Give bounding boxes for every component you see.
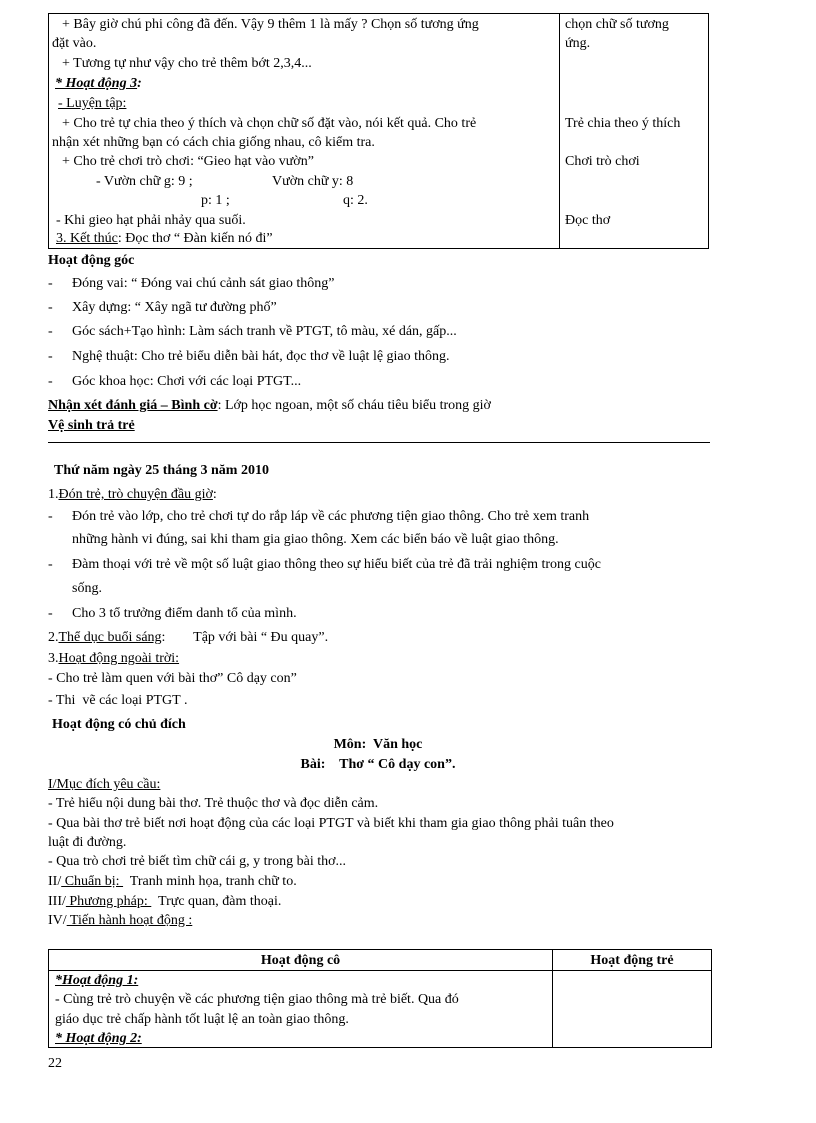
text-line: ứng.	[565, 36, 591, 51]
text-line: chọn chữ số tương	[565, 17, 669, 32]
text-line: Trẻ chia theo ý thích	[565, 116, 681, 131]
list-bullet: -	[48, 300, 53, 315]
ve-sinh-label: Vệ sinh trả trẻ	[48, 418, 135, 433]
lesson-line: Bài: Thơ “ Cô dạy con”.	[300, 757, 456, 772]
luyen-tap-label: - Luyện tập:	[58, 96, 127, 111]
phuong-phap-text: Trực quan, đàm thoại.	[151, 894, 282, 909]
text-line: luật đi đường.	[48, 835, 127, 850]
text-line: - Trẻ hiểu nội dung bài thơ. Trẻ thuộc thơ và đọc diễn cảm.	[48, 796, 379, 811]
list-item: Cho 3 tổ trưởng điểm danh tổ của mình.	[72, 606, 297, 621]
list-bullet: -	[48, 374, 53, 389]
s2-label: Thể dục buổi sáng	[58, 630, 162, 645]
subject-line: Môn: Văn học	[333, 737, 423, 752]
list-item: Đàm thoại với trẻ về một số luật giao thông theo sự hiểu biết của trẻ đã trải nghiệm trong cuộc	[72, 557, 601, 572]
nhan-xet-text: : Lớp học ngoan, một số cháu tiêu biểu trong giờ	[217, 398, 491, 413]
activity-1-label: *Hoạt động 1:	[55, 973, 139, 988]
list-bullet: -	[48, 606, 53, 621]
nhan-xet-label: Nhận xét đánh giá – Bình cờ	[48, 398, 218, 413]
chuan-bi-line	[48, 873, 297, 891]
s3-label: Hoạt động ngoài trời:	[58, 651, 180, 666]
header-hoat-dong-tre: Hoạt động trẻ	[590, 953, 674, 968]
goc-title: Hoạt động góc	[48, 253, 135, 268]
s2-heading	[48, 629, 328, 647]
text-line: giáo dục trẻ chấp hành tốt luật lệ an toàn giao thông.	[55, 1012, 349, 1027]
nhan-xet-line	[48, 397, 491, 415]
ket-thuc-label: 3. Kết thúc	[56, 231, 118, 246]
chuan-bi-text: Tranh minh họa, tranh chữ to.	[123, 874, 297, 889]
s2-text: : Tập với bài “ Đu quay”.	[161, 630, 329, 645]
phuong-phap-line	[48, 893, 281, 911]
ket-thuc-line	[56, 230, 273, 248]
list-item: - Cho trẻ làm quen với bài thơ” Cô dạy con”	[48, 671, 297, 686]
text-line: - Khi gieo hạt phải nhảy qua suối.	[56, 213, 246, 228]
list-bullet: -	[48, 509, 53, 524]
s1-num: 1.	[48, 487, 59, 502]
text-line: nhận xét những bạn có cách chia giống nhau, cô kiểm tra.	[52, 135, 375, 150]
text-line: Đọc thơ	[565, 213, 611, 228]
text-line: Vườn chữ y: 8	[272, 174, 354, 189]
activity-heading	[55, 75, 142, 93]
list-item: những hành vi đúng, sai khi tham gia giao thông. Xem các biển báo về luật giao thông.	[72, 532, 559, 547]
s1-label: Đón trẻ, trò chuyện đầu giờ	[58, 487, 213, 502]
text-line: p: 1 ;	[201, 193, 230, 208]
text-line: q: 2.	[343, 193, 368, 208]
page-number: 22	[48, 1056, 62, 1071]
text-line: đặt vào.	[52, 36, 97, 51]
text-line: - Vườn chữ g: 9 ;	[96, 174, 193, 189]
tien-hanh-label: Tiến hành hoạt động :	[66, 913, 193, 928]
s3-num: 3.	[48, 651, 59, 666]
s2-num: 2.	[48, 630, 59, 645]
list-item: Đón trẻ vào lớp, cho trẻ chơi tự do rắp láp về các phương tiện giao thông. Cho trẻ xem tranh	[72, 509, 590, 524]
list-item: - Thi vẽ các loại PTGT .	[48, 693, 188, 708]
text-line: - Qua bài thơ trẻ biết nơi hoạt động của các loại PTGT và biết khi tham gia giao thông phải tuân theo	[48, 816, 614, 831]
activity-3-colon: :	[137, 76, 142, 91]
s1-heading	[48, 486, 217, 504]
section-divider	[48, 442, 710, 443]
list-item: Xây dựng: “ Xây ngã tư đường phố”	[72, 300, 277, 315]
list-bullet: -	[48, 349, 53, 364]
header-hoat-dong-co: Hoạt động cô	[260, 953, 341, 968]
text-line: - Cùng trẻ trò chuyện về các phương tiện giao thông mà trẻ biết. Qua đó	[55, 992, 459, 1007]
muc-dich-label: I/Mục đích yêu cầu:	[48, 777, 161, 792]
list-item: Đóng vai: “ Đóng vai chú cảnh sát giao thông”	[72, 276, 335, 291]
list-item: Nghệ thuật: Cho trẻ biểu diễn bài hát, đọc thơ về luật lệ giao thông.	[72, 349, 450, 364]
activity-3-label: * Hoạt động 3	[55, 76, 138, 91]
list-item: Góc khoa học: Chơi với các loại PTGT...	[72, 374, 302, 389]
list-bullet: -	[48, 324, 53, 339]
text-line: + Cho trẻ chơi trò chơi: “Gieo hạt vào vườn”	[62, 154, 314, 169]
chuan-bi-label: Chuẩn bị:	[61, 874, 124, 889]
activity-2-label: * Hoạt động 2:	[55, 1031, 142, 1046]
hdcd-title: Hoạt động có chủ đích	[52, 717, 186, 732]
text-line: Chơi trò chơi	[565, 154, 640, 169]
tien-hanh-line	[48, 912, 192, 930]
chuan-bi-num: II/	[48, 874, 62, 889]
list-item: sống.	[72, 581, 102, 596]
s3-heading	[48, 650, 179, 668]
bottom-table-body-right	[552, 970, 712, 1048]
text-line: + Bây giờ chú phi công đã đến. Vậy 9 thêm 1 là mấy ? Chọn số tương ứng	[62, 17, 479, 32]
phuong-phap-label: Phương pháp:	[65, 894, 152, 909]
s1-colon: :	[212, 487, 217, 502]
list-bullet: -	[48, 557, 53, 572]
phuong-phap-num: III/	[48, 894, 66, 909]
text-line: - Qua trò chơi trẻ biết tìm chữ cái g, y trong bài thơ...	[48, 854, 347, 869]
day-title: Thứ năm ngày 25 tháng 3 năm 2010	[54, 463, 269, 478]
tien-hanh-num: IV/	[48, 913, 67, 928]
text-line: + Cho trẻ tự chia theo ý thích và chọn chữ số đặt vào, nói kết quả. Cho trẻ	[62, 116, 477, 131]
list-item: Góc sách+Tạo hình: Làm sách tranh về PTGT, tô màu, xé dán, gấp...	[72, 324, 457, 339]
ket-thuc-text: : Đọc thơ “ Đàn kiến nó đi”	[117, 231, 273, 246]
list-bullet: -	[48, 276, 53, 291]
text-line: + Tương tự như vậy cho trẻ thêm bớt 2,3,4...	[62, 56, 312, 71]
